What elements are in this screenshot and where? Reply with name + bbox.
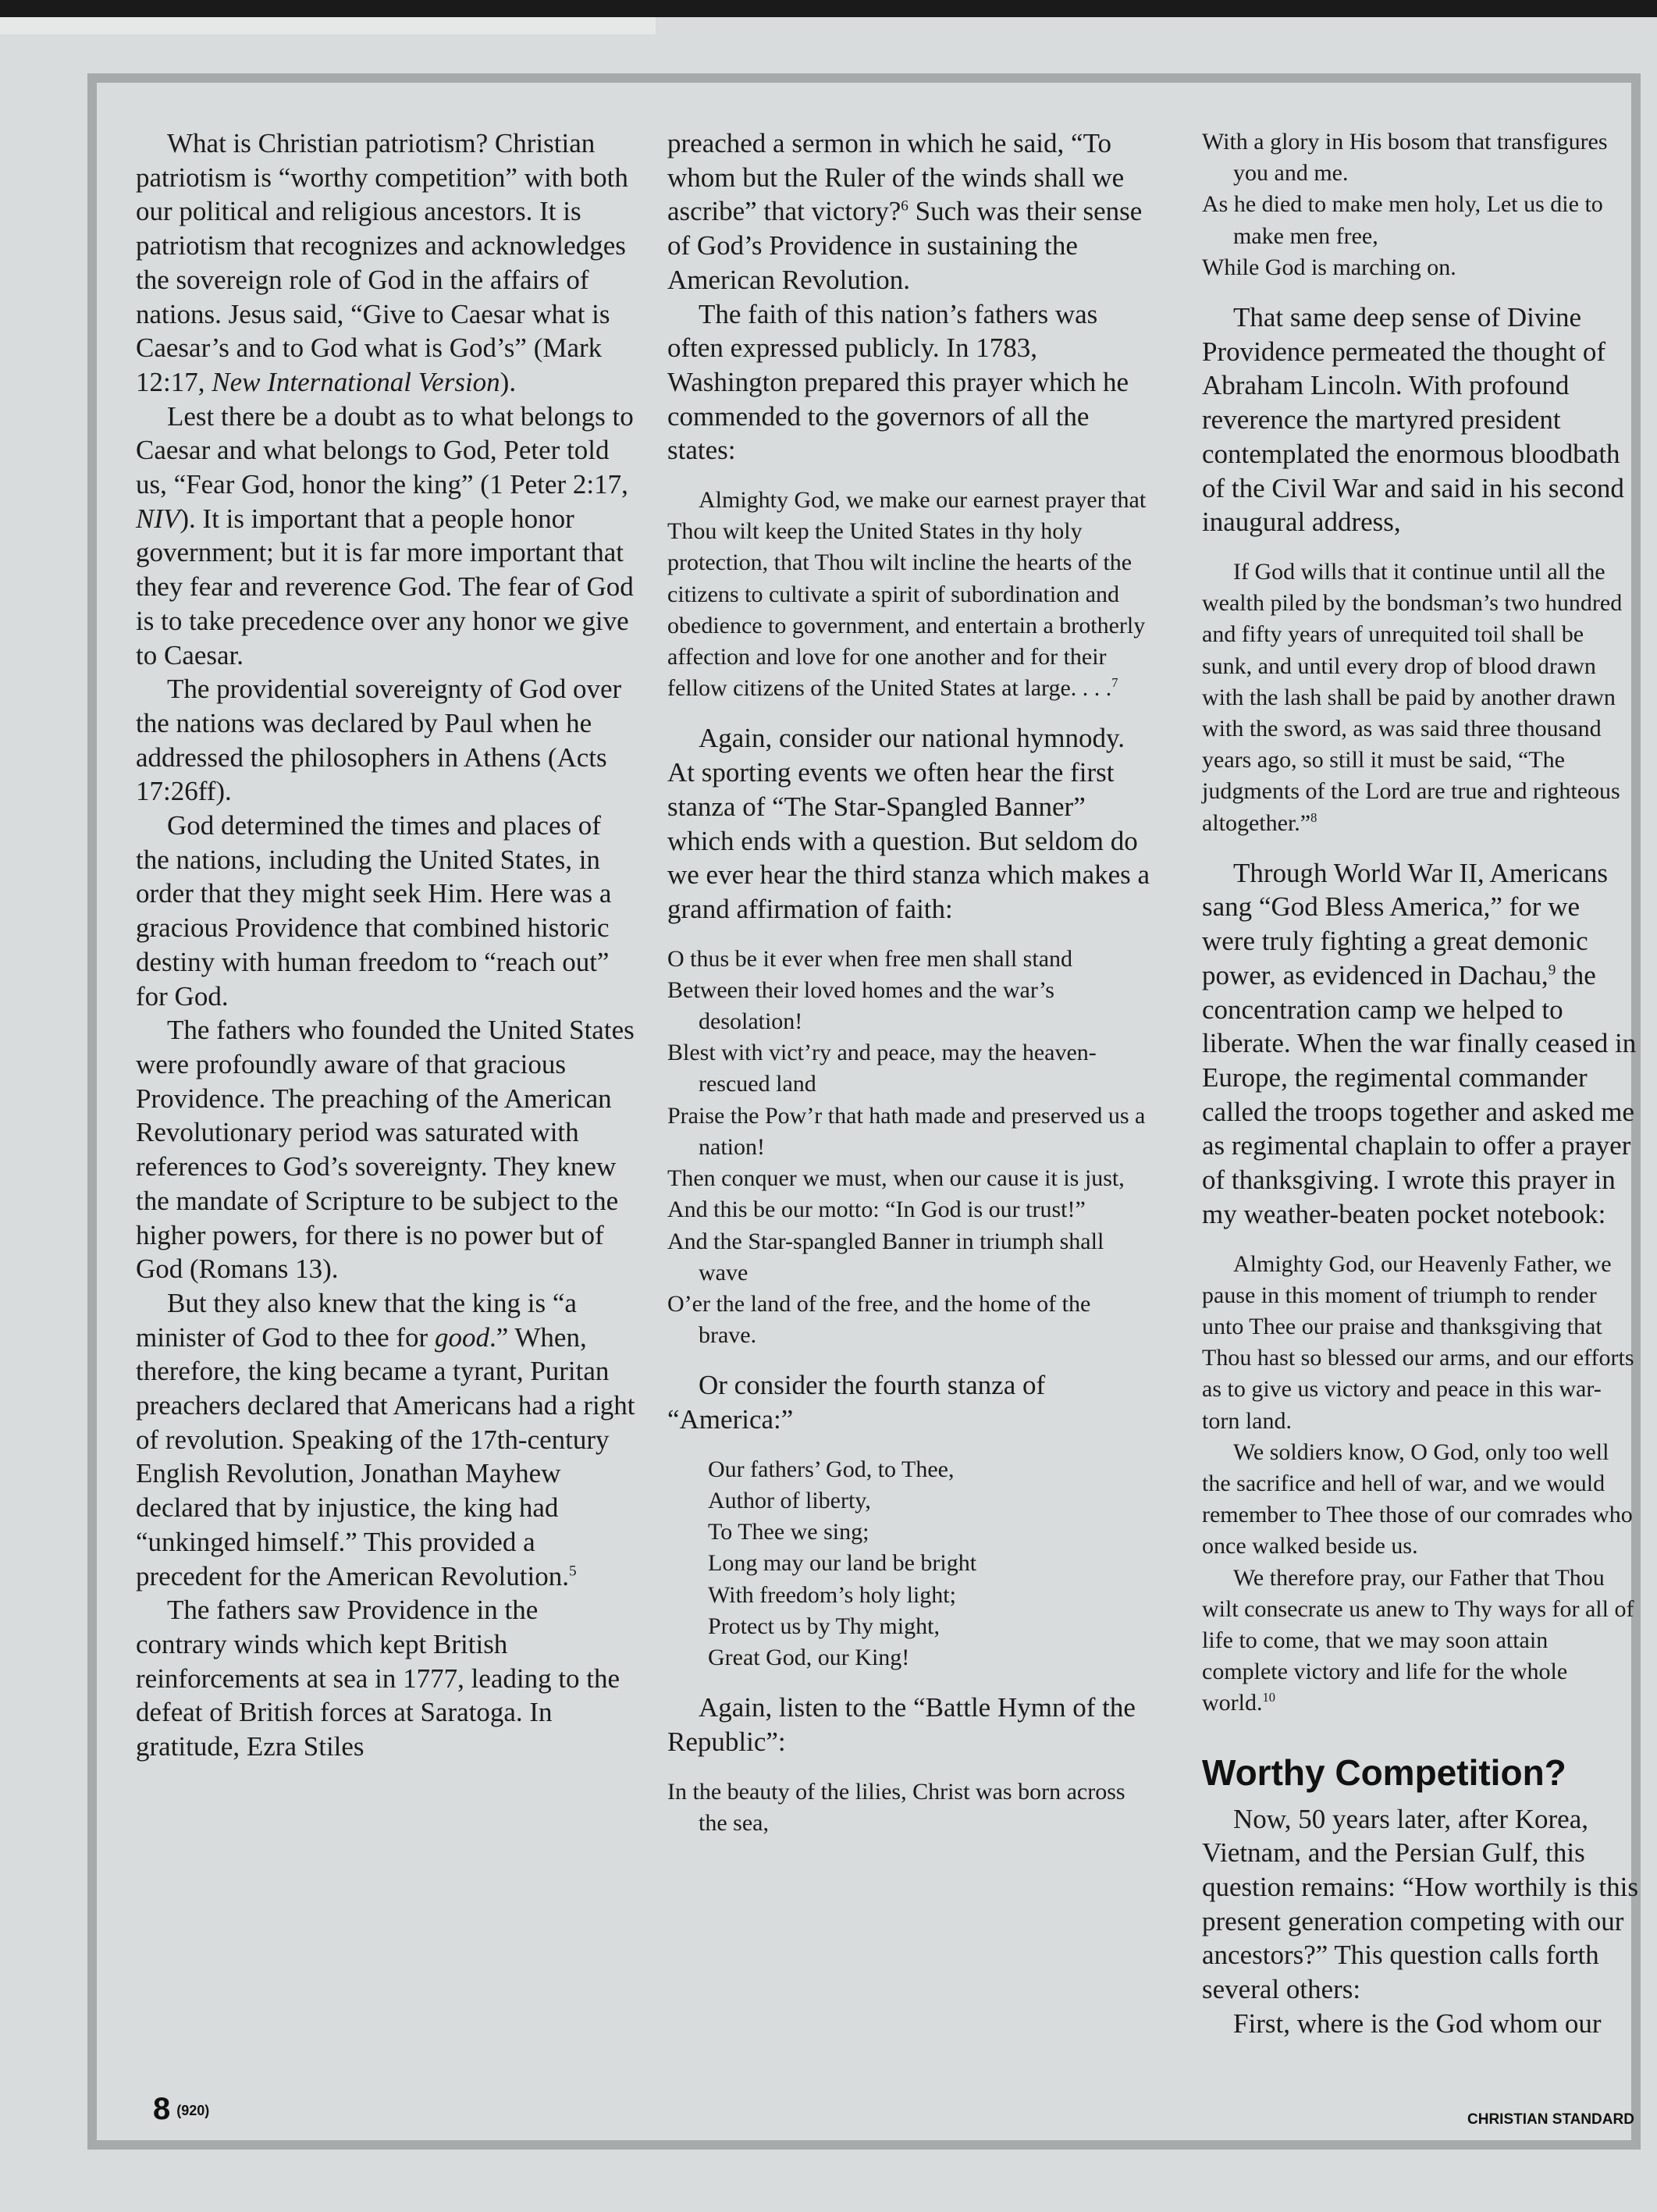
column-3: [1202, 126, 1639, 2040]
verse-line: Author of liberty,: [708, 1487, 871, 1513]
paragraph: preached a sermon in which he said, “To whom but the Ruler of the winds shall we ascribe” that victory?$^6$ Such was their sense of God’s Providence in sustaining the American Revolution.: [667, 128, 1143, 295]
verse-line: While God is marching on.: [1202, 254, 1456, 280]
column-2: [667, 126, 1151, 1856]
verse-line: With a glory in His bosom that transfigures you and me.: [1202, 129, 1608, 187]
footnote-ref: 8: [1310, 809, 1317, 825]
footnote-ref: 9: [1548, 962, 1556, 979]
chaplain-prayer-quote: Almighty God, our Heavenly Father, we pause in this moment of triumph to render unto Thee our praise and thanksgiving that Thou hast so blessed our arms, and our efforts as to give us victory and peace in this war-torn land. We soldiers know, O God, only too well the sacrifice and hell of war, and we would remember to Thee those of our comrades who once walked beside us. We therefore pray, our Father that Thou wilt consecrate us anew to Thy ways for all of life to come, that we may soon attain complete victory and life for the whole world.$^{10}$: [1202, 1250, 1634, 1716]
battle-hymn-quote: [667, 1776, 1151, 1839]
paragraph: But they also knew that the king is “a minister of God to thee for good.” When, therefore, the king became a tyrant, Puritan preachers declared that Americans had a right of revolution. Speaking of the 17th-century English Revolution, Jonathan Mayhew declared that by injustice, the king had “unkinged himself.” This provided a precedent for the American Revolution.$^5$: [136, 1287, 635, 1591]
paragraph: Now, 50 years later, after Korea, Vietnam, and the Persian Gulf, this question remains: “How worthily is this present generation competing with our ancestors?” This question calls forth several others:: [1202, 1803, 1638, 2005]
paragraph: That same deep sense of Divine Providence permeated the thought of Abraham Lincoln. With profound reverence the martyred president contemplated the enormous bloodbath of the Civil War and said in his second inaugural address,: [1202, 302, 1624, 538]
footnote-ref: 7: [1111, 675, 1118, 691]
paragraph: Again, consider our national hymnody. At sporting events we often hear the first stanza of “The Star-Spangled Banner” which ends with a question. But seldom do we ever hear the third stanza which makes a grand affirmation of faith:: [667, 723, 1150, 924]
top-paper-edge: [0, 17, 656, 34]
paragraph: The fathers saw Providence in the contrary winds which kept British reinforcements at sea in 1777, leading to the defeat of British forces at Saratoga. In gratitude, Ezra Stiles: [136, 1595, 620, 1762]
column-1: [136, 126, 635, 1764]
paragraph: What is Christian patriotism? Christian patriotism is “worthy competition” with both our political and religious ancestors. It is patriotism that recognizes and acknowledges the sovereign role of God in the affairs of nations. Jesus said, “Give to Caesar what is Caesar’s and to God what is God’s” (Mark 12:17, New International Version).: [136, 128, 628, 397]
paragraph: The fathers who founded the United States were profoundly aware of that gracious Providence. The preaching of the American Revolutionary period was saturated with references to God’s sovereignty. They knew the mandate of Scripture to be subject to the higher powers, for there is no power but of God (Romans 13).: [136, 1015, 635, 1285]
verse-line: O thus be it ever when free men shall stand: [667, 945, 1073, 972]
paragraph: Through World War II, Americans sang “God Bless America,” for we were truly fighting a great demonic power, as evidenced in Dachau,$^9$ the concentration camp we helped to liberate. When the war finally ceased in Europe, the regimental commander called the troops together and asked me as regimental chaplain to offer a prayer of thanksgiving. I wrote this prayer in my weather-beaten pocket notebook:: [1202, 857, 1637, 1229]
lincoln-inaugural-quote: If God wills that it continue until all the wealth piled by the bondsman’s two hundred and fifty years of unrequited toil shall be sunk, and until every drop of blood drawn with the lash shall be paid by another drawn with the sword, as was said three thousand years ago, so still it must be said, “The judgments of the Lord are true and righteous altogether.”$^8$: [1202, 558, 1623, 836]
anthem-third-stanza: [667, 944, 1151, 1352]
footnote-ref: 6: [901, 197, 909, 215]
paragraph: The providential sovereignty of God over the nations was declared by Paul when he addressed the philosophers in Athens (Acts 17:26ff).: [136, 674, 622, 807]
issue-page-number: (920): [176, 2102, 210, 2118]
verse-line: Blest with vict’ry and peace, may the heaven-rescued land: [667, 1040, 1097, 1097]
verse-line: Great God, our King!: [708, 1644, 910, 1670]
america-fourth-stanza: [708, 1454, 1151, 1673]
verse-line: With freedom’s holy light;: [708, 1581, 956, 1608]
paragraph: Or consider the fourth stanza of “America:”: [667, 1370, 1046, 1435]
paragraph: Lest there be a doubt as to what belongs to Caesar and what belongs to God, Peter told us, “Fear God, honor the king” (1 Peter 2:17, NIV). It is important that a people honor government; but it is far more important that they fear and reverence God. The fear of God is to take precedence over any honor we give to Caesar.: [136, 400, 634, 670]
verse-line: In the beauty of the lilies, Christ was born across the sea,: [667, 1778, 1125, 1836]
verse-line: Our fathers’ God, to Thee,: [708, 1456, 955, 1482]
verse-line: Then conquer we must, when our cause it is just,: [667, 1165, 1125, 1192]
footer-publication-name: CHRISTIAN STANDARD: [1467, 2111, 1634, 2128]
verse-line: Between their loved homes and the war’s desolation!: [667, 976, 1054, 1035]
verse-line: Praise the Pow’r that hath made and preserved us a nation!: [667, 1102, 1146, 1160]
page-number: 8: [153, 2092, 171, 2126]
magazine-page: [0, 17, 1657, 2212]
footer-page-number: [153, 2092, 209, 2127]
paragraph: God determined the times and places of the nations, including the United States, in order that they might seek Him. Here was a gracious Providence that combined historic destiny with human freedom to “reach out” for God.: [136, 810, 612, 1012]
paragraph: Again, listen to the “Battle Hymn of the Republic”:: [667, 1692, 1136, 1757]
section-heading: Worthy Competition?: [1202, 1751, 1566, 1793]
verse-line: O’er the land of the free, and the home of the brave.: [667, 1290, 1091, 1349]
footnote-ref: 10: [1262, 1690, 1275, 1705]
verse-line: As he died to make men holy, Let us die to make men free,: [1202, 191, 1603, 249]
paragraph: The faith of this nation’s fathers was often expressed publicly. In 1783, Washington prepared this prayer which he commended to the governors of all the states:: [667, 298, 1129, 466]
verse-line: And this be our motto: “In God is our trust!”: [667, 1197, 1086, 1223]
verse-line: And the Star-spangled Banner in triumph shall wave: [667, 1228, 1104, 1286]
verse-line: Long may our land be bright: [708, 1550, 977, 1577]
verse-line: To Thee we sing;: [708, 1519, 869, 1545]
washington-prayer-quote: Almighty God, we make our earnest prayer that Thou wilt keep the United States in thy holy protection, that Thou wilt incline the hearts of the citizens to cultivate a spirit of subordination and obedience to government, and entertain a brotherly affection and love for one another and for their fellow citizens of the United States at large. . . .$^7$: [667, 487, 1147, 702]
battle-hymn-continued: [1202, 126, 1639, 283]
footnote-ref: 5: [568, 1562, 577, 1579]
paragraph: First, where is the God whom our: [1233, 2008, 1602, 2039]
verse-line: Protect us by Thy might,: [708, 1613, 940, 1639]
